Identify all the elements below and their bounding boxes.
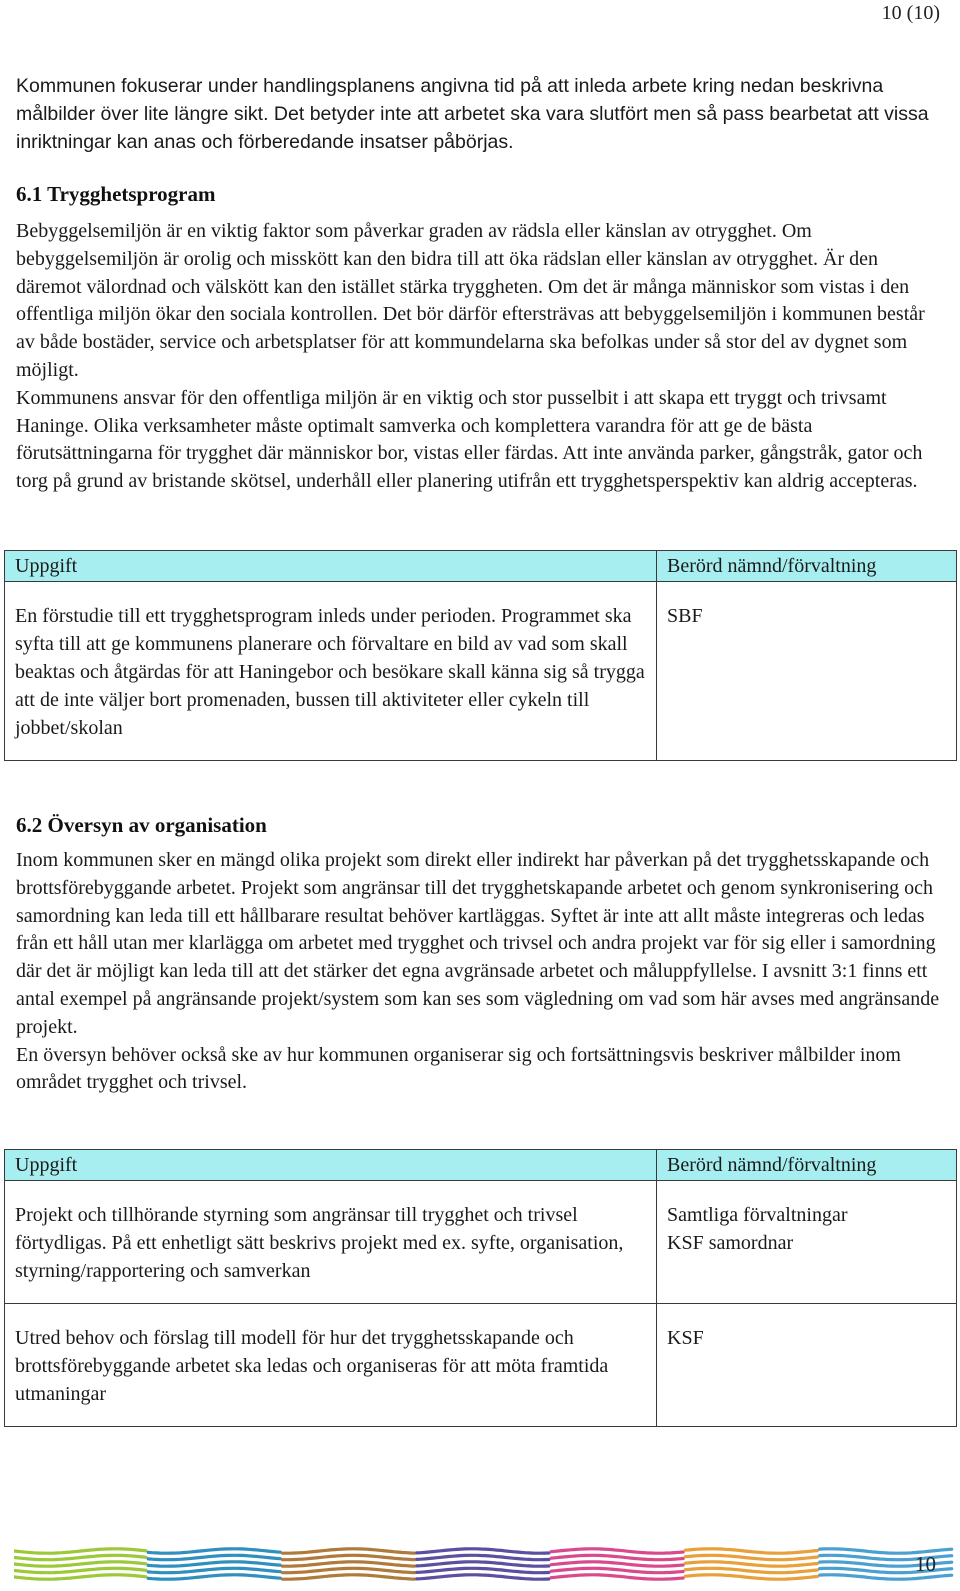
table-row — [5, 1181, 957, 1304]
section-6-1-paragraph-2: Kommunens ansvar för den offentliga miljön är en viktig och stor pusselbit i att skapa ett tryggt och trivsamt Haninge. Olika verksamheter måste optimalt samverka och komplettera varandra för att ge de bästa förutsättningarna för trygghet där människor bor, vistas eller färdas. Att inte använda parker, gångstråk, gator och torg på grund av bristande skötsel, underhåll eller planering utifrån ett trygghetsperspektiv kan aldrig accepteras. — [16, 386, 923, 493]
footer-wave-line — [14, 1549, 146, 1553]
footer-wave-line — [148, 1549, 280, 1553]
footer-wave-line — [283, 1568, 415, 1572]
responsible-cell: SBF — [657, 582, 957, 761]
footer-wave-line — [685, 1549, 817, 1553]
footer-wave-line — [685, 1575, 817, 1579]
section-6-2-heading: 6.2 Översyn av organisation — [16, 813, 267, 837]
footer-wave-line — [283, 1549, 415, 1553]
footer-wave-line — [283, 1555, 415, 1559]
page-number-header: 10 (10) — [881, 2, 940, 24]
footer-wave-line — [417, 1549, 549, 1553]
footer-wave-line — [551, 1549, 683, 1553]
responsible-line: Samtliga förvaltningar — [667, 1204, 848, 1226]
footer-wave-line — [14, 1575, 146, 1579]
section-6-1-body — [16, 218, 946, 496]
column-header-task: Uppgift — [5, 1150, 657, 1181]
footer-wave-line — [551, 1568, 683, 1572]
section-6-1-task-table — [4, 550, 957, 761]
responsible-line: KSF — [667, 1327, 704, 1349]
intro-paragraph — [16, 72, 946, 156]
column-header-responsible: Berörd nämnd/förvaltning — [657, 551, 957, 582]
table-row — [5, 582, 957, 761]
footer-wave-line — [417, 1575, 549, 1579]
table-header-row — [5, 551, 957, 582]
footer-wave-line — [148, 1555, 280, 1559]
responsible-cell — [657, 1181, 957, 1304]
column-header-responsible: Berörd nämnd/förvaltning — [657, 1150, 957, 1181]
task-cell: En förstudie till ett trygghetsprogram inleds under perioden. Programmet ska syfta till att ge kommunens planerare och förvaltare en bild av vad som skall beaktas och åtgärdas för att Haningebor och besökare skall känna sig så trygga att de inte väljer bort promenaden, bussen till aktiviteter eller cykeln till jobbet/skolan — [5, 582, 657, 761]
section-6-2-paragraph-1: Inom kommunen sker en mängd olika projekt som direkt eller indirekt har påverkan på det trygghetsskapande och brottsförebyggande arbetet. Projekt som angränsar till det trygghetskapande arbetet och genom synkronisering och samordning kan leda till ett hållbarare resultat behöver kartläggas. Syftet är inte att allt måste integreras och ledas från ett håll utan mer klarlägga om arbetet med trygghet och trivsel och andra projekt var för sig eller i samordning där det är möjligt kan leda till att det stärker det egna avgränsade arbetet och måluppfyllelse. I avsnitt 3:1 finns ett antal exempel på angränsande projekt/system som kan ses som vägledning om vad som här avses med angränsande projekt. — [16, 849, 940, 1038]
section-6-2-body — [16, 847, 946, 1097]
section-6-1-heading: 6.1 Trygghetsprogram — [16, 182, 216, 206]
responsible-line: KSF samordnar — [667, 1232, 794, 1254]
column-header-task: Uppgift — [5, 551, 657, 582]
footer-wave-line — [14, 1568, 146, 1572]
footer-wave-line — [551, 1562, 683, 1566]
footer-wave-line — [551, 1555, 683, 1559]
section-6-2-task-table — [4, 1149, 957, 1427]
task-cell: Projekt och tillhörande styrning som angränsar till trygghet och trivsel förtydligas. På ett enhetligt sätt beskrivs projekt med ex. syfte, organisation, styrning/rapportering och samverkan — [5, 1181, 657, 1304]
task-cell: Utred behov och förslag till modell för hur det trygghetsskapande och brottsförebyggande arbetet ska ledas och organiseras för att möta framtida utmaningar — [5, 1304, 657, 1427]
footer-wave-line — [14, 1555, 146, 1559]
footer-wave-line — [148, 1568, 280, 1572]
footer-wave-line — [148, 1562, 280, 1566]
table-row — [5, 1304, 957, 1427]
footer-wave-decoration — [14, 1545, 954, 1585]
table-header-row — [5, 1150, 957, 1181]
footer-wave-line — [417, 1562, 549, 1566]
footer-wave-line — [417, 1555, 549, 1559]
footer-wave-line — [417, 1568, 549, 1572]
footer-page-number: 10 — [915, 1552, 936, 1576]
footer-wave-line — [685, 1562, 817, 1566]
section-6-2-paragraph-2: En översyn behöver också ske av hur kommunen organiserar sig och fortsättningsvis beskriver målbilder inom området trygghet och trivsel. — [16, 1043, 901, 1094]
footer-wave-line — [551, 1575, 683, 1579]
section-6-1-paragraph-1: Bebyggelsemiljön är en viktig faktor som påverkar graden av rädsla eller känslan av otrygghet. Om bebyggelsemiljön är orolig och misskött kan den bidra till att öka rädslan eller känslan av otrygghet. Är den däremot välordnad och välskött kan den istället stärka tryggheten. Om det är många människor som vistas i den offentliga miljön ökar den sociala kontrollen. Det bör därför eftersträvas att bebyggelsemiljön i kommunen består av både bostäder, service och arbetsplatser för att kommundelarna ska befolkas under så stor del av dygnet som möjligt. — [16, 220, 925, 381]
footer-wave-line — [685, 1555, 817, 1559]
footer-wave-line — [283, 1575, 415, 1579]
footer-wave-line — [283, 1562, 415, 1566]
footer-wave-line — [148, 1575, 280, 1579]
footer-wave-line — [14, 1562, 146, 1566]
responsible-cell — [657, 1304, 957, 1427]
intro-text: Kommunen fokuserar under handlingsplanens angivna tid på att inleda arbete kring nedan beskrivna målbilder över lite längre sikt. Det betyder inte att arbetet ska vara slutfört men så pass bearbetat att vissa inriktningar kan anas och förberedande insatser påbörjas. — [16, 75, 929, 153]
footer-wave-line — [685, 1568, 817, 1572]
